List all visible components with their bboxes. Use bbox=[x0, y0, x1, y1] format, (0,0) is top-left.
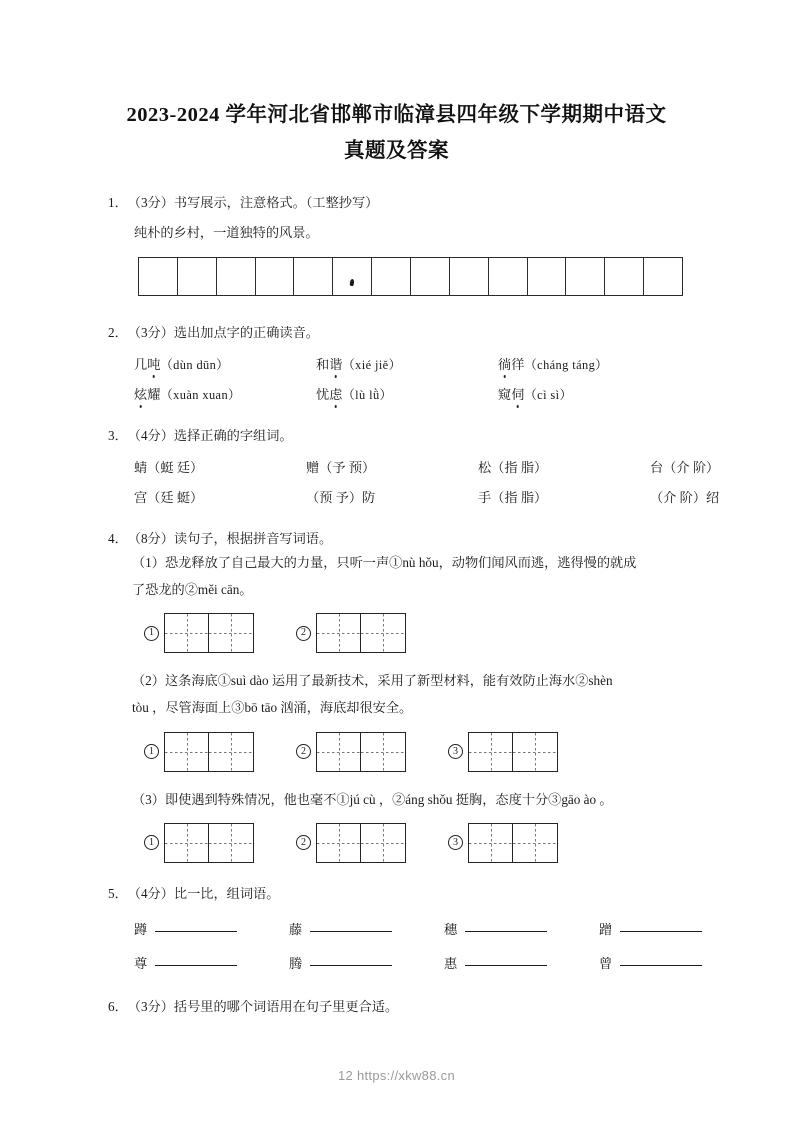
handwriting-box[interactable] bbox=[255, 257, 295, 296]
answer-grid-group bbox=[296, 823, 406, 863]
tianzige-cell[interactable] bbox=[469, 824, 513, 862]
question-2-heading bbox=[108, 322, 698, 343]
question-4-heading bbox=[108, 528, 698, 549]
handwriting-box[interactable] bbox=[293, 257, 333, 296]
question-5-heading bbox=[108, 883, 698, 904]
handwriting-box[interactable] bbox=[449, 257, 489, 296]
prompt-character: 曾 bbox=[599, 955, 613, 971]
pinyin-choice-item[interactable] bbox=[134, 354, 316, 373]
sentence-line: tòu ，尽管海面上③bō tāo 汹涌，海底却很安全。 bbox=[132, 700, 413, 716]
question-2-text: （3分）选出加点字的正确读音。 bbox=[127, 324, 319, 340]
word-build-item bbox=[444, 953, 599, 972]
prompt-character: 蹲 bbox=[134, 921, 148, 937]
word-build-item bbox=[134, 919, 289, 938]
handwriting-box[interactable] bbox=[565, 257, 605, 296]
answer-grid-group bbox=[144, 732, 254, 772]
handwriting-box[interactable] bbox=[488, 257, 528, 296]
pinyin-choice-row bbox=[108, 384, 698, 403]
tianzige-cell[interactable] bbox=[361, 824, 405, 862]
answer-grid-row bbox=[144, 613, 698, 653]
word-prefix: 忧 bbox=[316, 387, 330, 402]
handwriting-box[interactable] bbox=[177, 257, 217, 296]
dotted-character: 伺 bbox=[511, 384, 524, 403]
question-4-text: （8分）读句子，根据拼音写词语。 bbox=[127, 531, 333, 547]
word-build-item bbox=[289, 953, 444, 972]
tianzige-cell[interactable] bbox=[317, 824, 361, 862]
answer-grid-row bbox=[144, 823, 698, 863]
tianzige-cell[interactable] bbox=[209, 824, 253, 862]
word-prefix: 窥 bbox=[498, 387, 512, 402]
grid-index-label: 1 bbox=[144, 744, 159, 759]
answer-blank[interactable] bbox=[155, 919, 237, 932]
answer-blank[interactable] bbox=[155, 953, 237, 966]
answer-blank[interactable] bbox=[310, 953, 392, 966]
grid-index-label: 3 bbox=[448, 835, 463, 850]
sentence-line: （3）即使遇到特殊情况，他也毫不①jú cù ，②áng shǒu 挺胸，态度十分③gāo ào 。 bbox=[132, 791, 613, 807]
pinyin-choice-item[interactable] bbox=[316, 384, 498, 403]
question-4-part-2 bbox=[108, 667, 698, 771]
title-line-2: 真题及答案 bbox=[344, 139, 449, 162]
tianzige-grid[interactable] bbox=[468, 732, 558, 772]
sentence-line: 了恐龙的②měi cān。 bbox=[132, 582, 253, 598]
tianzige-cell[interactable] bbox=[361, 733, 405, 771]
character-choice-item[interactable]: 赠（予 预） bbox=[306, 460, 376, 476]
pinyin-choice-item[interactable] bbox=[498, 354, 680, 373]
answer-grid-group bbox=[448, 823, 558, 863]
handwriting-box[interactable] bbox=[138, 257, 178, 296]
grid-index-label: 1 bbox=[144, 835, 159, 850]
answer-grid-group bbox=[144, 613, 254, 653]
answer-blank[interactable] bbox=[620, 953, 702, 966]
tianzige-grid[interactable] bbox=[316, 613, 406, 653]
question-4 bbox=[0, 528, 793, 862]
word-build-item bbox=[599, 919, 754, 938]
word-suffix: 徉 bbox=[511, 357, 525, 372]
word-build-row bbox=[108, 953, 698, 972]
answer-grid-group bbox=[296, 613, 406, 653]
word-build-row bbox=[108, 919, 698, 938]
tianzige-cell[interactable] bbox=[209, 733, 253, 771]
tianzige-cell[interactable] bbox=[209, 614, 253, 652]
dotted-character: 虑 bbox=[329, 384, 342, 403]
dotted-character: 徜 bbox=[498, 354, 511, 373]
answer-grid-group bbox=[144, 823, 254, 863]
pinyin-options: （cì sì） bbox=[524, 388, 573, 402]
question-5-number: 5． bbox=[108, 885, 128, 901]
answer-blank[interactable] bbox=[465, 953, 547, 966]
character-choice-item[interactable]: （预 予）防 bbox=[306, 490, 376, 506]
handwriting-box[interactable] bbox=[216, 257, 256, 296]
question-3 bbox=[0, 425, 793, 506]
grid-index-label: 2 bbox=[296, 744, 311, 759]
character-choice-item[interactable]: 松（指 脂） bbox=[478, 460, 548, 476]
tianzige-grid[interactable] bbox=[164, 732, 254, 772]
character-choice-row bbox=[108, 457, 720, 476]
question-3-number: 3． bbox=[108, 428, 128, 443]
prompt-character: 藤 bbox=[289, 921, 303, 937]
word-suffix: 耀 bbox=[147, 387, 161, 402]
footer-watermark: 12 https://xkw88.cn bbox=[338, 1068, 455, 1083]
handwriting-box[interactable] bbox=[410, 257, 450, 296]
character-choice-item[interactable]: （介 阶）绍 bbox=[650, 490, 720, 506]
prompt-character: 尊 bbox=[134, 955, 148, 971]
pinyin-options: （xié jiě） bbox=[342, 358, 402, 372]
pinyin-choice-item[interactable] bbox=[134, 384, 316, 403]
answer-grid-row bbox=[144, 732, 698, 772]
tianzige-cell[interactable] bbox=[317, 614, 361, 652]
word-build-item bbox=[134, 953, 289, 972]
word-prefix: 和 bbox=[316, 357, 330, 372]
handwriting-box-row bbox=[138, 257, 698, 296]
question-4-number: 4． bbox=[108, 531, 128, 547]
word-build-item bbox=[444, 919, 599, 938]
answer-blank[interactable] bbox=[310, 919, 392, 932]
character-choice-item[interactable]: 台（介 阶） bbox=[650, 460, 720, 476]
character-choice-item[interactable]: 宫（廷 蜓） bbox=[134, 490, 204, 506]
tianzige-grid[interactable] bbox=[316, 732, 406, 772]
question-1-sentence: 纯朴的乡村，一道独特的风景。 bbox=[134, 224, 319, 240]
tianzige-grid[interactable] bbox=[164, 823, 254, 863]
prompt-character: 蹭 bbox=[599, 921, 613, 937]
character-choice-item[interactable]: 蜻（蜓 廷） bbox=[134, 460, 204, 476]
question-1 bbox=[0, 192, 793, 296]
dotted-character: 炫 bbox=[134, 384, 147, 403]
question-3-text: （4分）选择正确的字组词。 bbox=[127, 428, 293, 443]
question-5-text: （4分）比一比，组词语。 bbox=[127, 885, 280, 901]
question-3-heading bbox=[108, 425, 698, 446]
handwriting-box[interactable] bbox=[643, 257, 683, 296]
grid-index-label: 2 bbox=[296, 626, 311, 641]
answer-blank[interactable] bbox=[620, 919, 702, 932]
title-line-1: 2023-2024 学年河北省邯郸市临漳县四年级下学期期中语文 bbox=[126, 104, 667, 126]
tianzige-grid[interactable] bbox=[468, 823, 558, 863]
pinyin-options: （lù lǜ） bbox=[342, 388, 393, 402]
handwriting-box[interactable] bbox=[527, 257, 567, 296]
question-6-number: 6． bbox=[108, 998, 128, 1014]
handwriting-box[interactable] bbox=[332, 257, 372, 296]
tianzige-cell[interactable] bbox=[469, 733, 513, 771]
word-prefix: 几 bbox=[134, 357, 148, 372]
answer-blank[interactable] bbox=[465, 919, 547, 932]
tianzige-cell[interactable] bbox=[165, 733, 209, 771]
character-choice-row bbox=[108, 487, 720, 506]
tianzige-cell[interactable] bbox=[317, 733, 361, 771]
grid-index-label: 3 bbox=[448, 744, 463, 759]
question-6 bbox=[0, 996, 793, 1017]
answer-grid-group bbox=[296, 732, 406, 772]
pinyin-options: （dùn dūn） bbox=[160, 358, 230, 372]
prompt-character: 腾 bbox=[289, 955, 303, 971]
word-build-item bbox=[289, 919, 444, 938]
sentence-line: （1）恐龙释放了自己最大的力量，只听一声①nù hǒu，动物们闻风而逃，逃得慢的就成 bbox=[132, 555, 637, 571]
prompt-character: 穗 bbox=[444, 921, 458, 937]
tianzige-cell[interactable] bbox=[513, 733, 557, 771]
question-1-text: （3分）书写展示，注意格式。（工整抄写） bbox=[127, 194, 379, 210]
question-1-heading bbox=[108, 192, 698, 213]
question-6-heading bbox=[108, 996, 698, 1017]
character-choice-item[interactable]: 手（指 脂） bbox=[478, 490, 548, 506]
dotted-character: 吨 bbox=[147, 354, 160, 373]
pinyin-options: （xuàn xuan） bbox=[160, 388, 241, 402]
pinyin-choice-row bbox=[108, 354, 698, 373]
pinyin-choice-item[interactable] bbox=[498, 384, 680, 403]
question-5 bbox=[0, 883, 793, 972]
question-1-number: 1． bbox=[108, 194, 128, 210]
tianzige-cell[interactable] bbox=[165, 614, 209, 652]
tianzige-grid[interactable] bbox=[164, 613, 254, 653]
question-2-number: 2． bbox=[108, 324, 128, 340]
tianzige-cell[interactable] bbox=[165, 824, 209, 862]
prompt-character: 惠 bbox=[444, 955, 458, 971]
page-title bbox=[0, 0, 793, 170]
question-4-part-1 bbox=[108, 549, 698, 653]
dotted-character: 谐 bbox=[329, 354, 342, 373]
question-4-part-3 bbox=[108, 786, 698, 863]
pinyin-choice-item[interactable] bbox=[316, 354, 498, 373]
sentence-line: （2）这条海底①suì dào 运用了最新技术，采用了新型材料，能有效防止海水②shèn bbox=[132, 673, 613, 689]
handwriting-box[interactable] bbox=[371, 257, 411, 296]
handwriting-box[interactable] bbox=[604, 257, 644, 296]
grid-index-label: 2 bbox=[296, 835, 311, 850]
tianzige-grid[interactable] bbox=[316, 823, 406, 863]
question-6-text: （3分）括号里的哪个词语用在句子里更合适。 bbox=[127, 998, 399, 1014]
grid-index-label: 1 bbox=[144, 626, 159, 641]
word-build-item bbox=[599, 953, 754, 972]
tianzige-cell[interactable] bbox=[513, 824, 557, 862]
tianzige-cell[interactable] bbox=[361, 614, 405, 652]
answer-grid-group bbox=[448, 732, 558, 772]
pinyin-options: （cháng táng） bbox=[524, 358, 608, 372]
question-2 bbox=[0, 322, 793, 403]
